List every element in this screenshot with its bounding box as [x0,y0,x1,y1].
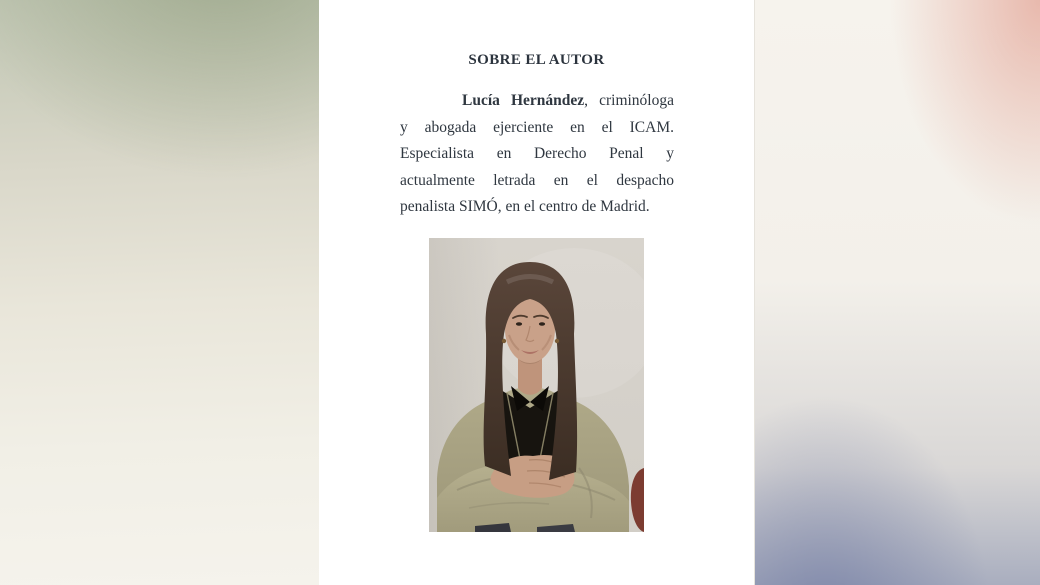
book-page [319,0,755,585]
first-line-indent [400,104,462,105]
paragraph-line-1 [400,88,674,115]
blurred-background-left [0,0,321,585]
paragraph-line-4: actualmente letrada en el despacho [400,171,674,189]
paragraph-line-3: Especialista en Derecho Penal y [400,145,674,162]
about-author-paragraph [400,88,674,221]
paragraph-line-5: penalista SIMÓ, en el centro de Madrid. [400,198,650,215]
author-name: Lucía Hernández [462,92,585,109]
paragraph-line-2: y abogada ejerciente en el ICAM. [400,118,674,136]
author-photo [429,238,644,532]
paragraph-line-1-rest: , criminóloga [584,92,674,109]
section-title: SOBRE EL AUTOR [468,52,605,68]
blurred-background-right [754,0,1040,585]
